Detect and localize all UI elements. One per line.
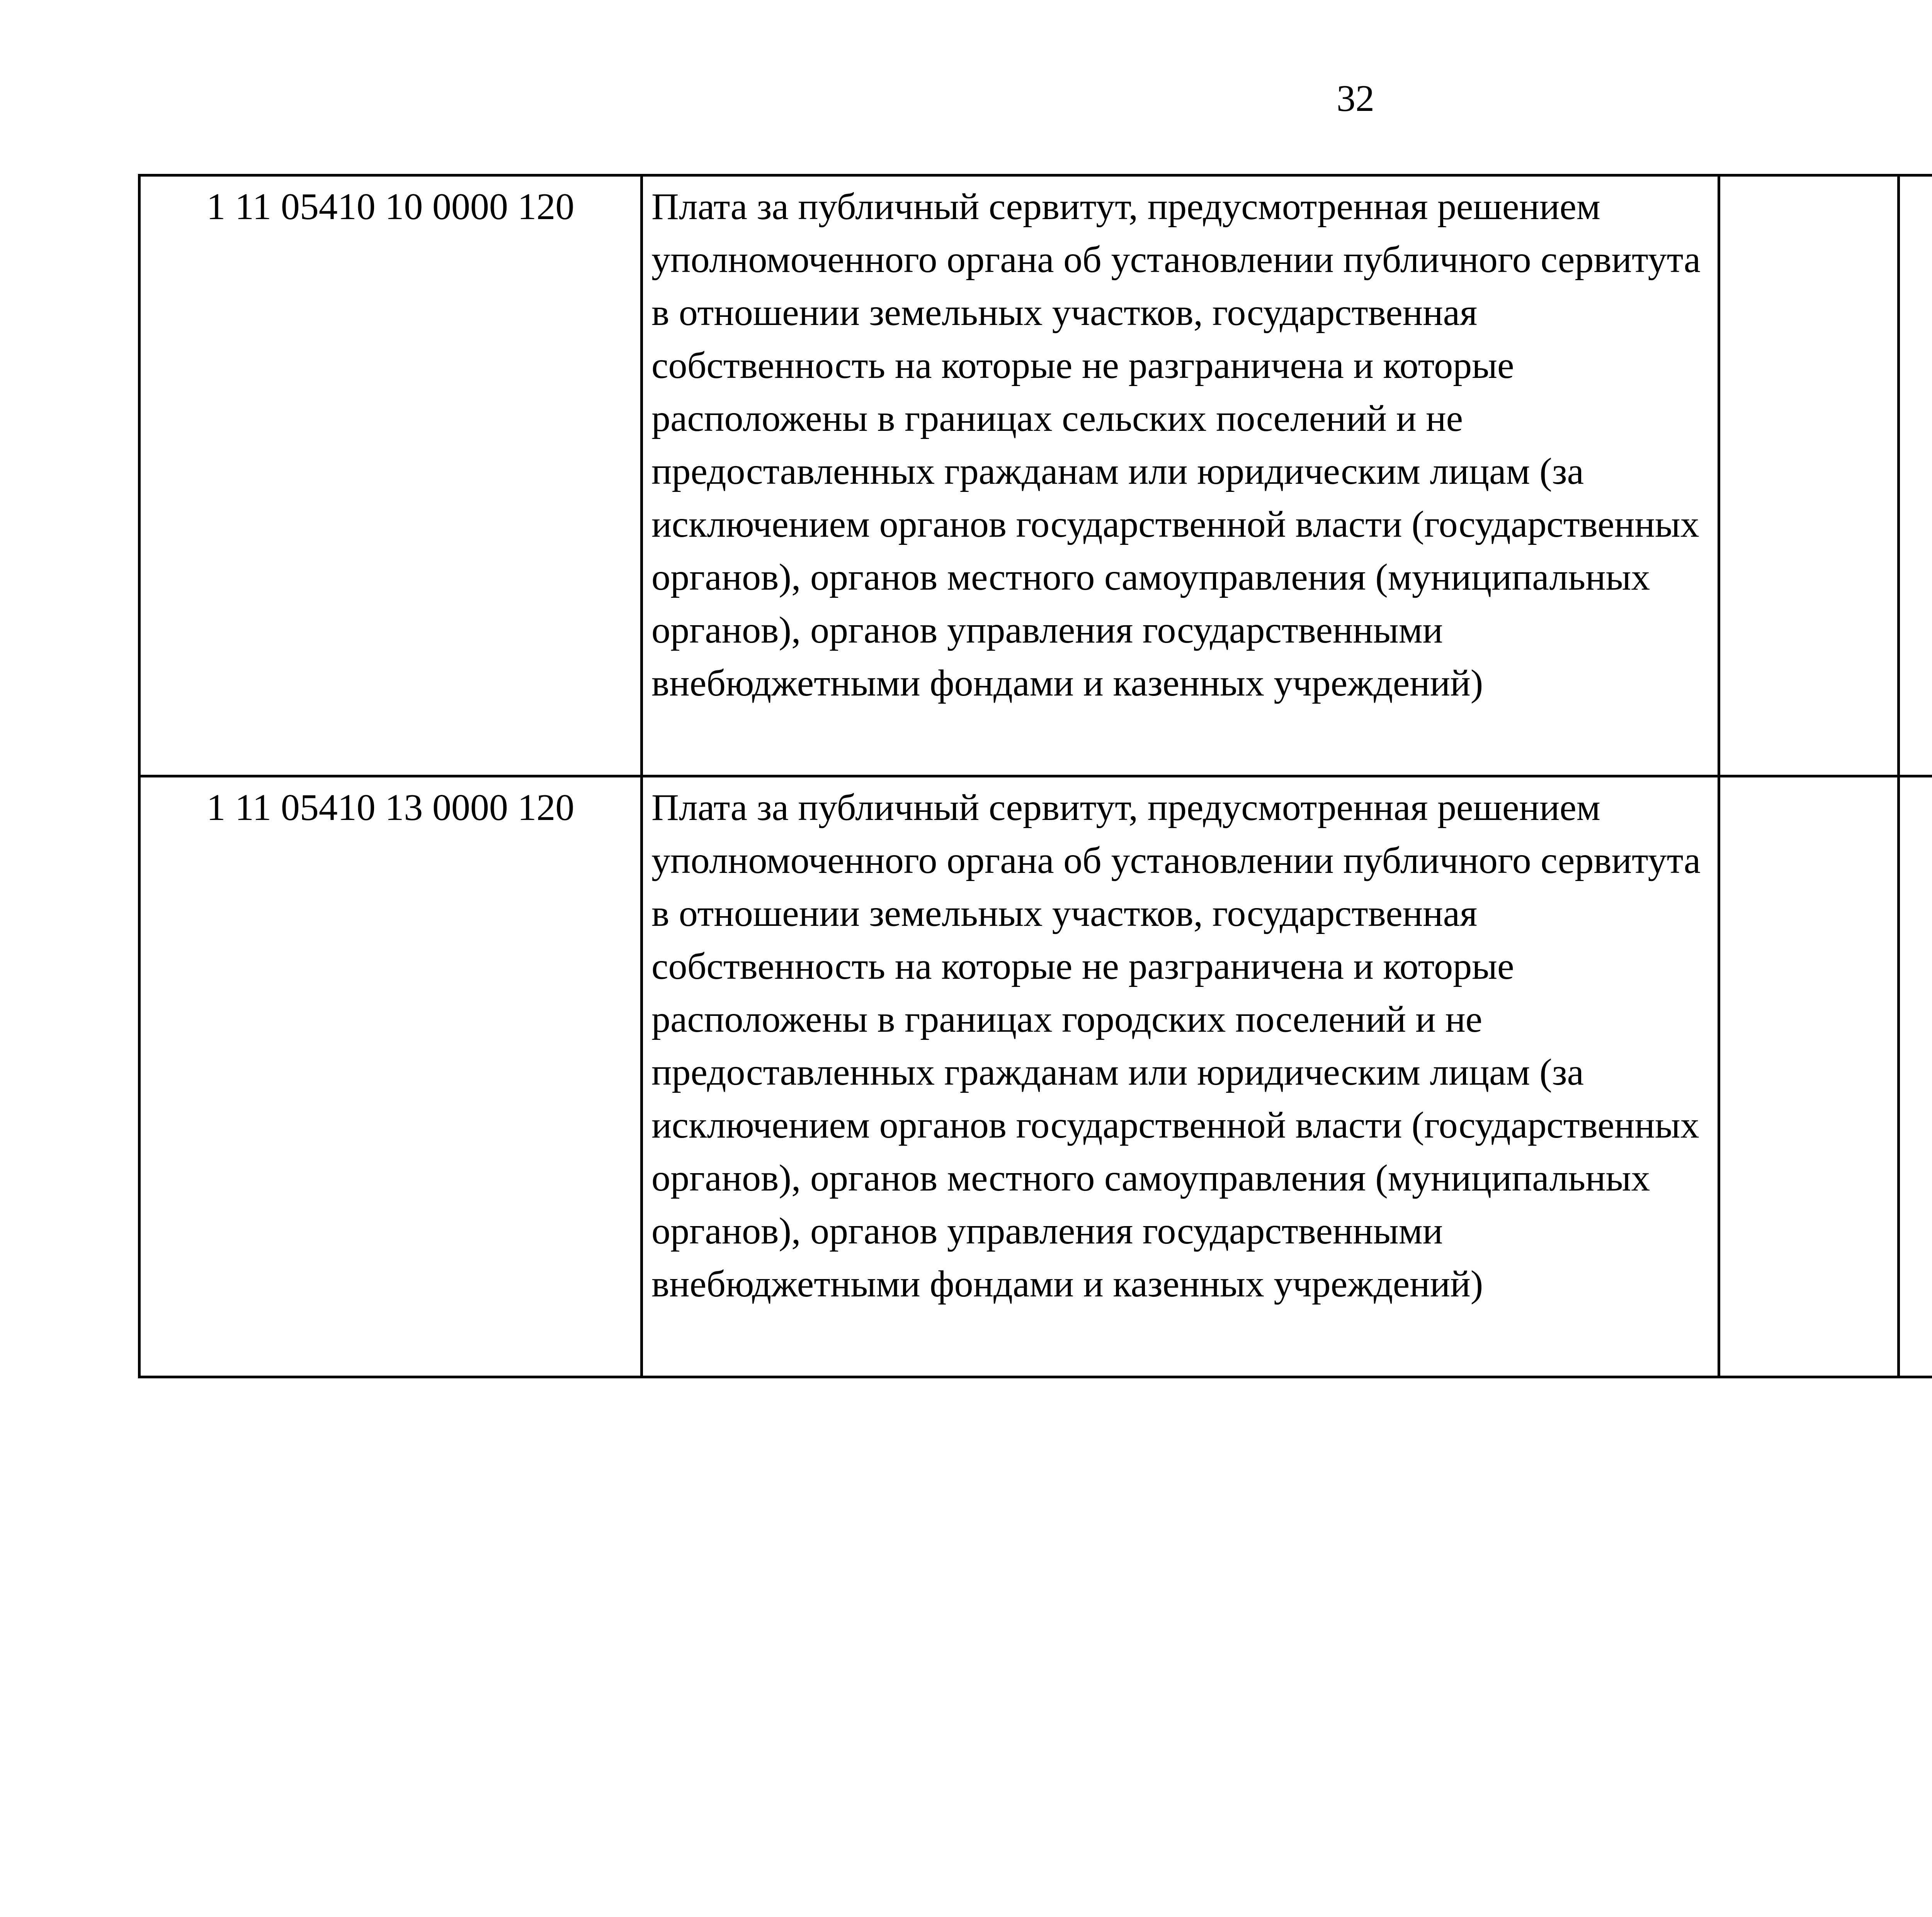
value-cell: [1899, 776, 1932, 1377]
table-row: [139, 776, 1932, 1377]
page-number: 32: [1337, 78, 1374, 119]
value-cell: [1719, 175, 1899, 776]
description-cell: Плата за публичный сервитут, предусмотренная решением уполномоченного органа об установлении публичного сервитута в отношении земельных участков, государственная собственность на которые не разграничена и которые расположены в границах городских поселений и не предоставленных гражданам или юридическим лицам (за исключением органов государственной власти (государственных органов), органов местного самоуправления (муниципальных органов), органов управления государственными внебюджетными фондами и казенных учреждений): [642, 776, 1719, 1377]
budget-code-cell: 1 11 05410 10 0000 120: [139, 175, 642, 776]
revenue-table: [138, 174, 1932, 1378]
value-cell: [1719, 776, 1899, 1377]
description-cell: Плата за публичный сервитут, предусмотренная решением уполномоченного органа об установлении публичного сервитута в отношении земельных участков, государственная собственность на которые не разграничена и которые расположены в границах сельских поселений и не предоставленных гражданам или юридическим лицам (за исключением органов государственной власти (государственных органов), органов местного самоуправления (муниципальных органов), органов управления государственными внебюджетными фондами и казенных учреждений): [642, 175, 1719, 776]
value-cell: [1899, 175, 1932, 776]
table-row: [139, 175, 1932, 776]
budget-code-cell: 1 11 05410 13 0000 120: [139, 776, 642, 1377]
